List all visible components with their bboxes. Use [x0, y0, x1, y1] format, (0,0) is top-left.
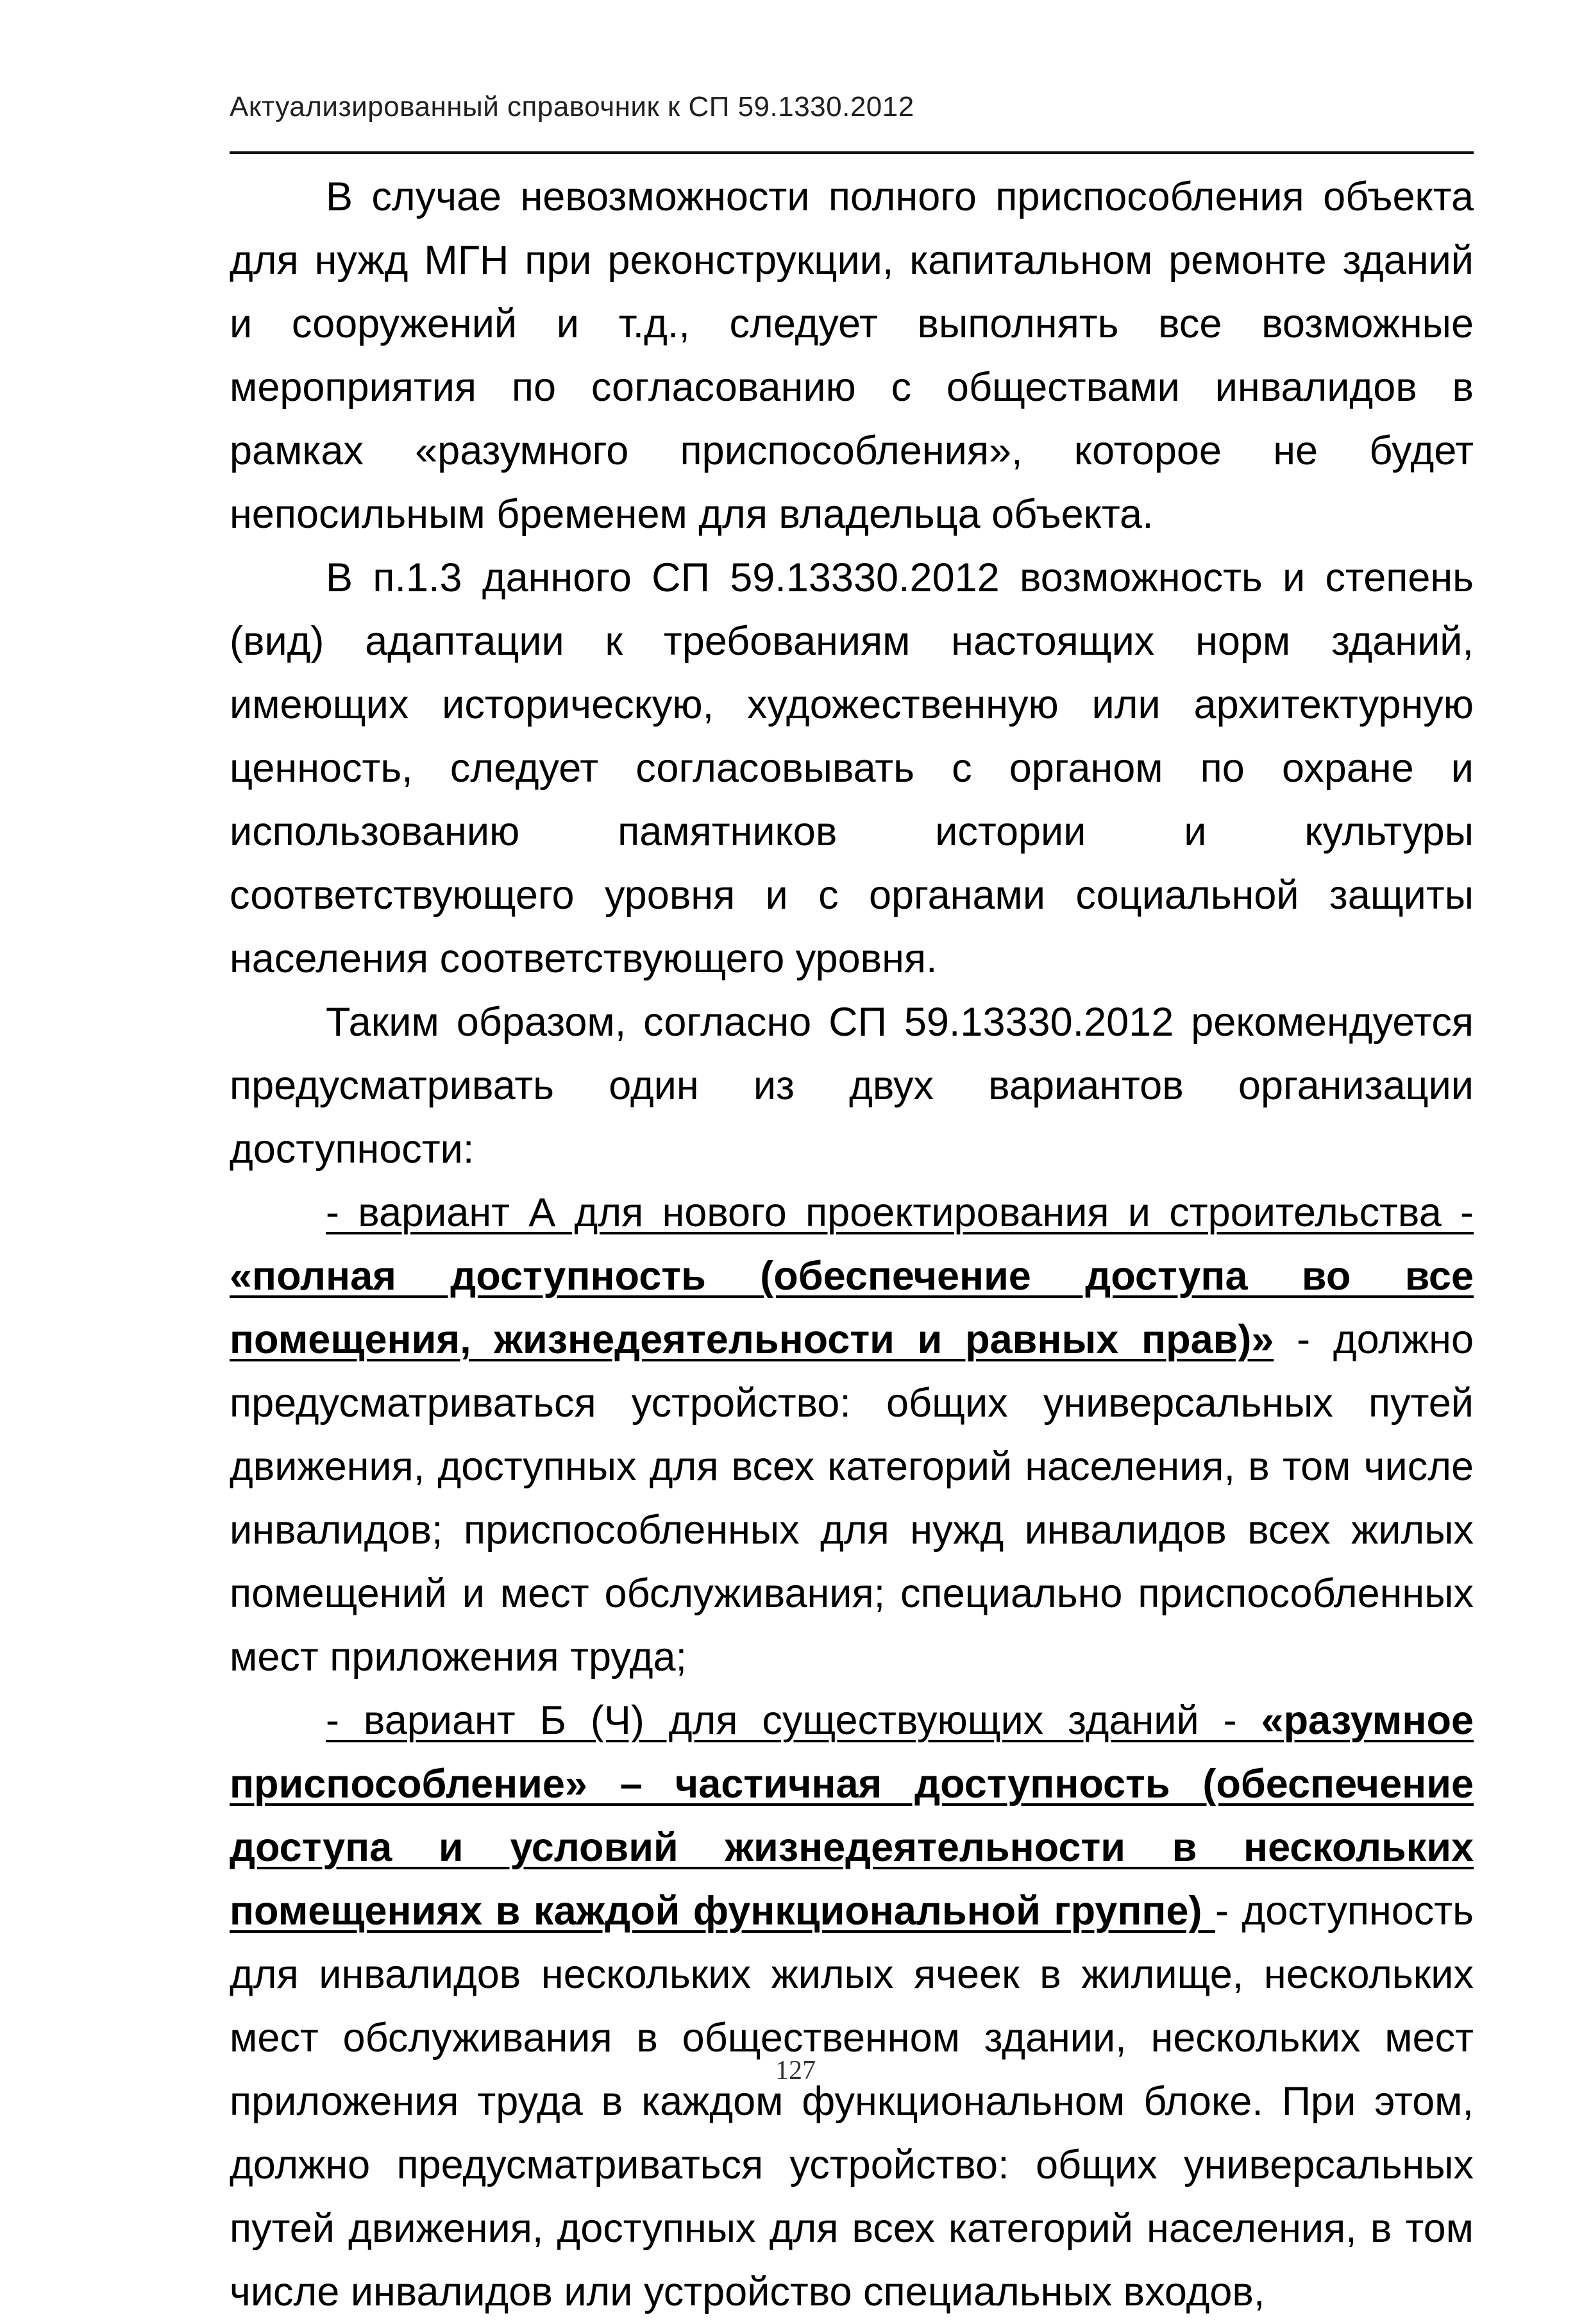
- page-number: 127: [775, 2056, 816, 2085]
- variant-a-prefix: - вариант А для нового проектирования и строительства -: [326, 1190, 1474, 1235]
- variant-a-text: - должно предусматриваться устройство: общих универсальных путей движения, доступных для всех категорий населения, в том числе инвалидов; приспособленных для нужд инвалидов всех жилых помещений и мест обслуживания; специально приспособленных мест приложения труда;: [230, 1317, 1474, 1680]
- running-header: Актуализированный справочник к СП 59.1330.2012: [230, 91, 914, 122]
- paragraph-3: Таким образом, согласно СП 59.13330.2012 рекомендуется предусматривать один из двух вариантов организации доступности:: [230, 1000, 1474, 1172]
- variant-a-title: «полная доступность (обеспечение доступа во все помещения, жизнедеятельности и равных прав)»: [230, 1254, 1474, 1362]
- variant-b-title: «разумное приспособление» – частичная доступность (обеспечение доступа и условий жизнедеятельности в нескольких помещениях в каждой функциональной группе): [230, 1698, 1474, 1933]
- variant-b-text: доступность для инвалидов нескольких жилых ячеек в жилище, нескольких мест обслуживания в общественном здании, нескольких мест приложения труда в каждом функциональном блоке. При этом, должно предусматриваться устройство: общих универсальных путей движения, доступных для всех категорий населения, в том числе инвалидов или устройство специальных входов,: [230, 1889, 1474, 2314]
- paragraph-variant-a: [230, 1181, 1474, 1689]
- paragraph-1: В случае невозможности полного приспособления объекта для нужд МГН при реконструкции, капитальном ремонте зданий и сооружений и т.д., следует выполнять все возможные мероприятия по согласованию с обществами инвалидов в рамках «разумного приспособления», которое не будет непосильным бременем для владельца объекта.: [230, 174, 1474, 537]
- variant-b-prefix: - вариант Б (Ч) для существующих зданий -: [326, 1698, 1261, 1743]
- paragraph-variant-b: [230, 1689, 1474, 2324]
- paragraph-2: В п.1.3 данного СП 59.13330.2012 возможность и степень (вид) адаптации к требованиям настоящих норм зданий, имеющих историческую, художественную или архитектурную ценность, следует согласовывать с органом по охране и использованию памятников истории и культуры соответствующего уровня и с органами социальной защиты населения соответствующего уровня.: [230, 555, 1474, 981]
- variant-b-dash: -: [1215, 1889, 1229, 1933]
- page-body: [230, 165, 1474, 2324]
- header-rule: [230, 151, 1474, 154]
